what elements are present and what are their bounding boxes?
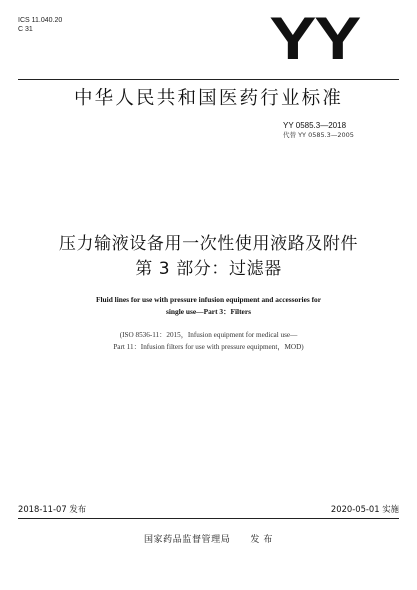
standard-number: YY 0585.3—2018 — [283, 121, 347, 130]
implementation-date: 2020-05-01 实施 — [330, 504, 399, 514]
replaces-standard: 代替 YY 0585.3—2005 — [283, 131, 354, 139]
title-chinese-line-2: 第 3 部分：过滤器 — [135, 259, 282, 279]
standard-type-title: 中华人民共和国医药行业标准 — [73, 88, 344, 109]
title-chinese-line-1: 压力输液设备用一次性使用液路及附件 — [58, 234, 359, 254]
issuer-name: 国家药品监督管理局 — [143, 535, 231, 545]
iso-reference-line-2: Part 11：Infusion filters for use with pressure equipment，MOD) — [113, 343, 304, 351]
ccs-code: C 31 — [18, 26, 33, 33]
title-english-line-2: single use—Part 3：Filters — [166, 307, 251, 316]
issuer-line — [0, 534, 417, 546]
header-rule — [18, 79, 399, 80]
iso-reference-line-1: (ISO 8536-11：2015，Infusion equipment for medical use— — [119, 331, 298, 339]
yy-logo: YY — [269, 5, 359, 72]
issue-word: 发 布 — [250, 535, 274, 545]
ics-code: ICS 11.040.20 — [18, 17, 63, 24]
issue-date: 2018-11-07 发布 — [18, 504, 87, 514]
title-english-line-1: Fluid lines for use with pressure infusion equipment and accessories for — [95, 295, 322, 304]
footer-rule — [18, 518, 399, 519]
